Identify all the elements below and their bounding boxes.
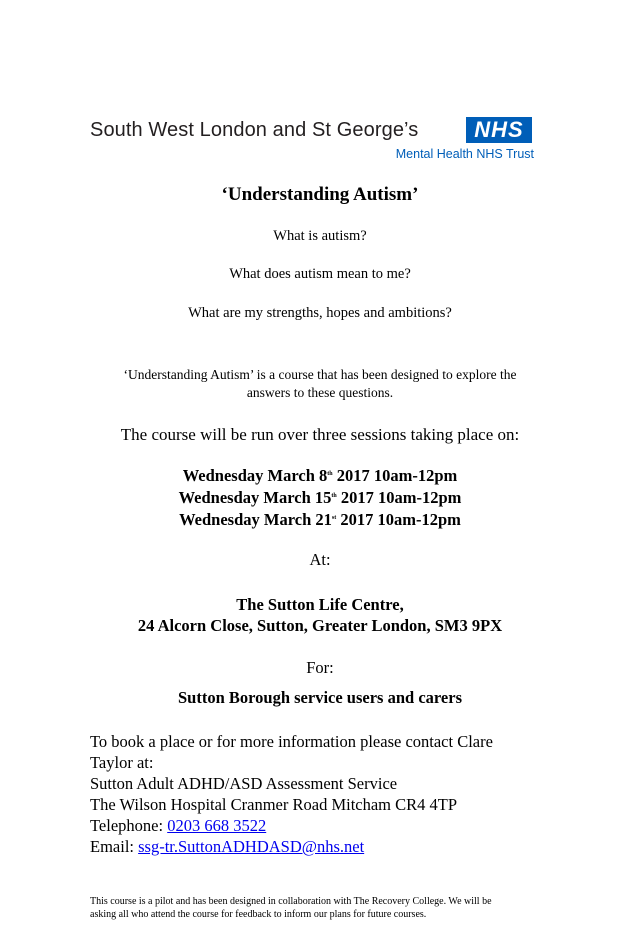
for-label: For:: [306, 658, 334, 677]
course-intro: [100, 366, 540, 402]
audience: Sutton Borough service users and carers: [177, 688, 462, 707]
contact-line-1: To book a place or for more information please contact Clare: [90, 732, 493, 751]
footer-line-1: This course is a pilot and has been designed in collaboration with The Recovery College. We will be: [90, 896, 492, 907]
intro-line-2: answers to these questions.: [246, 385, 394, 400]
contact-service: Sutton Adult ADHD/ASD Assessment Service: [90, 774, 398, 793]
session-1: Wednesday March 8th 2017 10am-12pm: [182, 466, 458, 485]
venue-name: The Sutton Life Centre,: [236, 595, 404, 614]
contact-email: Email: ssg-tr.SuttonADHDASD@nhs.net: [90, 837, 365, 856]
email-link[interactable]: ssg-tr.SuttonADHDASD@nhs.net: [138, 837, 365, 856]
trust-name: South West London and St George’s: [90, 119, 419, 141]
nhs-logo: NHS: [466, 117, 532, 143]
session-2: Wednesday March 15th 2017 10am-12pm: [178, 488, 462, 507]
footer-note: [90, 895, 560, 921]
venue: [0, 594, 640, 636]
session-dates: [0, 464, 640, 530]
contact-telephone: Telephone: 0203 668 3522: [90, 816, 267, 835]
contact-line-2: Taylor at:: [90, 753, 154, 772]
flyer-title: ‘Understanding Autism’: [221, 184, 419, 205]
footer-line-2: asking all who attend the course for feedback to inform our plans for future courses.: [90, 909, 427, 920]
intro-line-1: ‘Understanding Autism’ is a course that has been designed to explore the: [123, 367, 517, 382]
question-3: What are my strengths, hopes and ambitions?: [188, 305, 452, 321]
session-3: Wednesday March 21st 2017 10am-12pm: [179, 510, 461, 529]
contact-address: The Wilson Hospital Cranmer Road Mitcham CR4 4TP: [90, 795, 458, 814]
question-1: What is autism?: [273, 228, 367, 244]
question-2: What does autism mean to me?: [229, 266, 411, 282]
at-label: At:: [309, 550, 331, 569]
venue-address: 24 Alcorn Close, Sutton, Greater London, SM3 9PX: [137, 616, 503, 635]
telephone-link[interactable]: 0203 668 3522: [167, 816, 267, 835]
trust-header: [90, 114, 540, 164]
course-schedule-line: The course will be run over three sessions taking place on:: [120, 425, 520, 444]
trust-subtitle: Mental Health NHS Trust: [395, 147, 534, 161]
contact-block: [90, 731, 590, 857]
